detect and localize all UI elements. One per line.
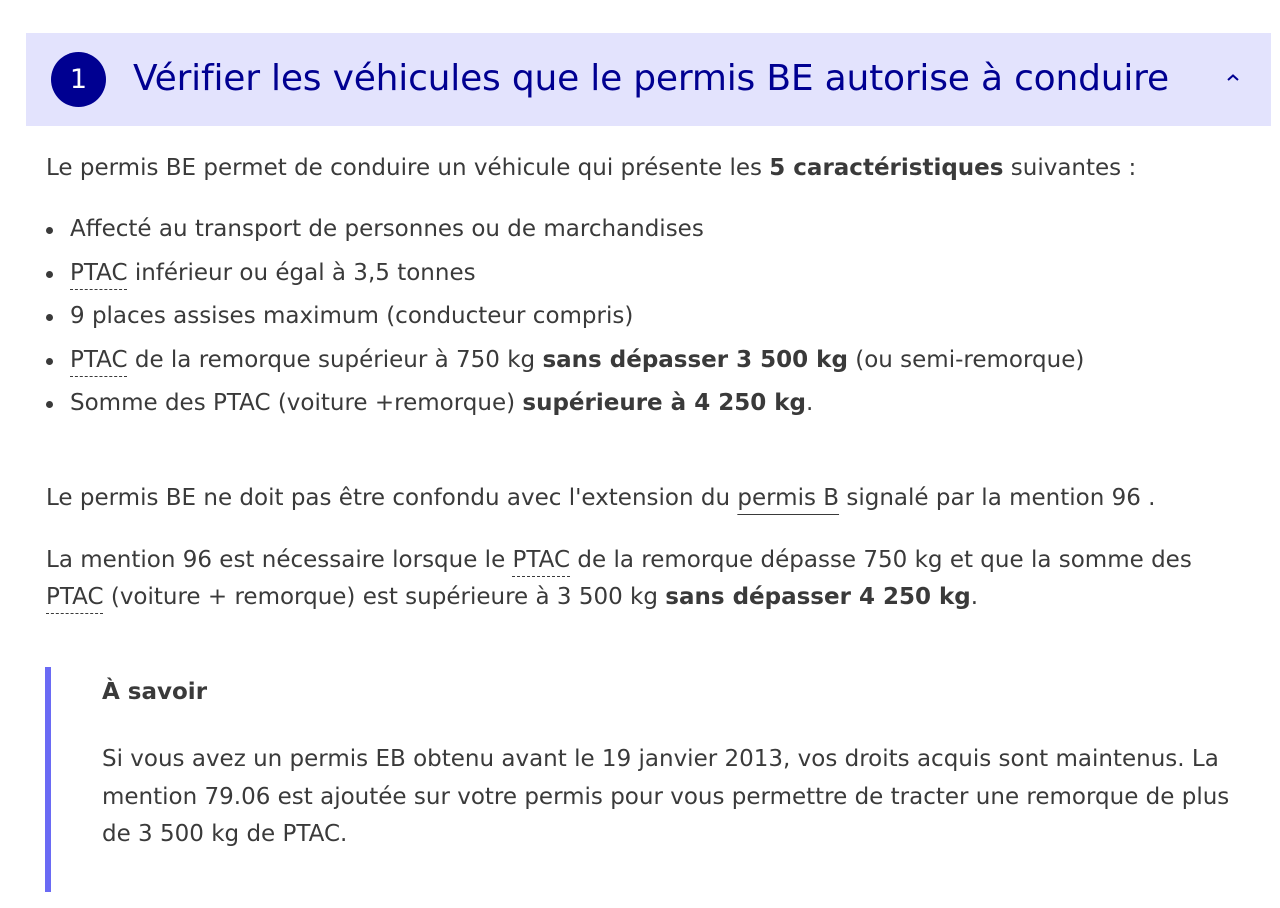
list-item: Affecté au transport de personnes ou de marchandises (46, 211, 1084, 255)
ptac-abbr[interactable]: PTAC (70, 346, 128, 373)
intro-bold: 5 caractéristiques (769, 155, 1004, 181)
step-title: Vérifier les véhicules que le permis BE autorise à conduire (133, 58, 1169, 99)
list-item: Somme des PTAC (voiture +remorque) supérieure à 4 250 kg. (46, 385, 1084, 429)
mention-96-detail-paragraph: La mention 96 est nécessaire lorsque le PTAC de la remorque dépasse 750 kg et que la somme des PTAC (voiture + remorque) est supérieure à 3 500 kg sans dépasser 4 250 kg. (46, 547, 1192, 610)
ptac-abbr[interactable]: PTAC (46, 584, 104, 610)
ptac-abbr[interactable]: PTAC (70, 259, 128, 286)
permis-b-link[interactable]: permis B (737, 485, 840, 511)
callout-text: Si vous avez un permis EB obtenu avant le 19 janvier 2013, vos droits acquis sont maintenus. La mention 79.06 est ajoutée sur votre permis pour vous permettre de tracter une remorque de plus de 3 500 kg de PTAC. (102, 746, 1230, 847)
list-item: PTAC inférieur ou égal à 3,5 tonnes (46, 255, 1084, 299)
callout-title: À savoir (102, 679, 208, 705)
mention-96-paragraph: Le permis BE ne doit pas être confondu avec l'extension du permis B signalé par la mention 96 . (46, 485, 1156, 511)
step-number-badge: 1 (51, 52, 106, 107)
ptac-abbr[interactable]: PTAC (512, 547, 571, 573)
intro-text: Le permis BE permet de conduire un véhicule qui présente les 5 caractéristiques suivantes : (46, 155, 1137, 181)
list-item: PTAC de la remorque supérieur à 750 kg sans dépasser 3 500 kg (ou semi-remorque) (46, 342, 1084, 386)
features-list (46, 211, 1084, 429)
list-item: 9 places assises maximum (conducteur compris) (46, 298, 1084, 342)
info-callout (45, 667, 1245, 892)
chevron-up-icon[interactable] (1222, 63, 1244, 93)
step-header[interactable] (26, 33, 1271, 126)
